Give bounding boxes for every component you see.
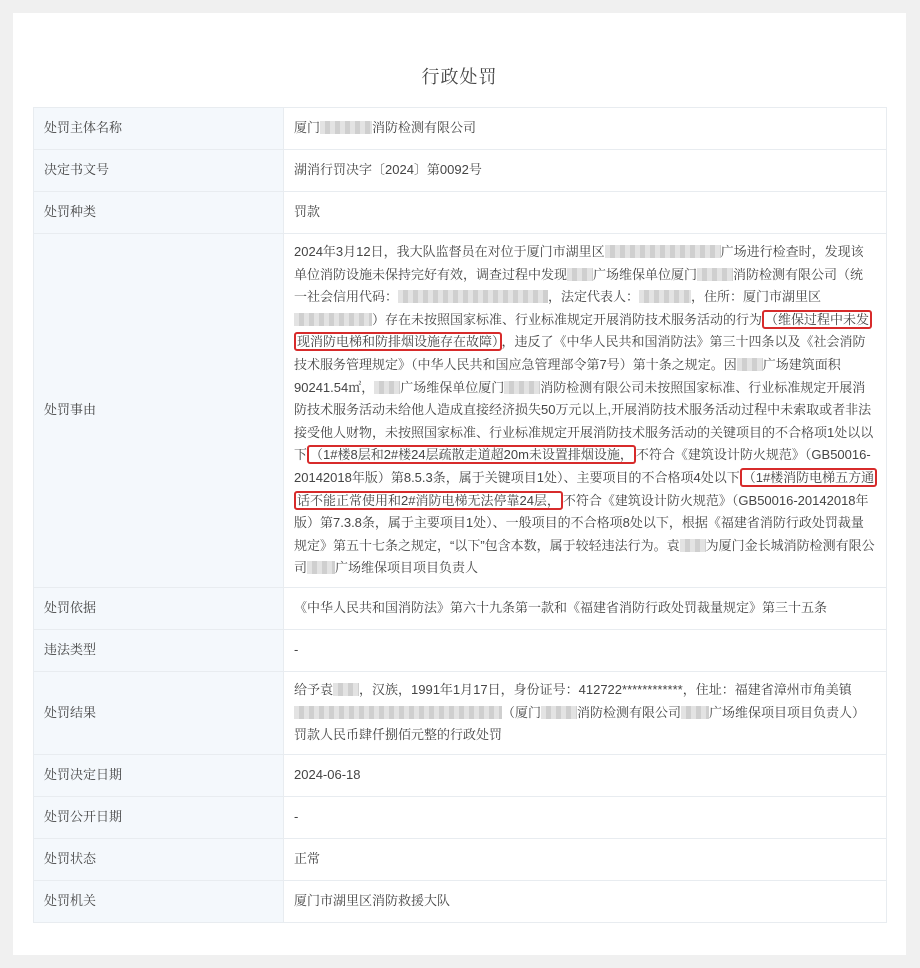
row-value-doc-number: 湖消行罚决字〔2024〕第0092号 — [284, 150, 887, 192]
redaction-mask — [333, 683, 359, 696]
row-value-decision-date: 2024-06-18 — [284, 754, 887, 796]
table-row — [34, 796, 887, 838]
redaction-mask — [504, 381, 540, 394]
row-value-result: 给予袁 ，汉族，1991年1月17日，身份证号：412722************，住址：福建省漳州市角美镇（厦门 消防检测有限公司 广场维保项目项目负责人）罚款人民币肆仟捌佰元整的行政处罚 — [284, 671, 887, 754]
redaction-mask — [681, 706, 709, 719]
row-value-entity: 厦门 消防检测有限公司 — [284, 108, 887, 150]
row-value-basis: 《中华人民共和国消防法》第六十九条第一款和《福建省消防行政处罚裁量规定》第三十五条 — [284, 587, 887, 629]
page-title: 行政处罚 — [421, 67, 498, 87]
table-row — [34, 150, 887, 192]
redaction-mask — [320, 121, 372, 134]
penalty-details-table — [33, 107, 887, 923]
redaction-mask — [639, 290, 691, 303]
row-value-status: 正常 — [284, 838, 887, 880]
row-label: 处罚事由 — [34, 234, 284, 588]
redaction-mask — [737, 358, 763, 371]
table-row — [34, 671, 887, 754]
redaction-mask — [541, 706, 577, 719]
row-value-violation-type: - — [284, 629, 887, 671]
redaction-mask — [567, 268, 593, 281]
row-label: 处罚机关 — [34, 880, 284, 922]
row-label: 处罚状态 — [34, 838, 284, 880]
row-value-authority: 厦门市湖里区消防救援大队 — [284, 880, 887, 922]
table-row — [34, 880, 887, 922]
table-row — [34, 754, 887, 796]
highlight-box: （1#楼8层和2#楼24层疏散走道超20m未设置排烟设施， — [307, 445, 636, 464]
table-row — [34, 587, 887, 629]
redaction-mask — [294, 313, 372, 326]
row-label: 决定书文号 — [34, 150, 284, 192]
row-label: 处罚依据 — [34, 587, 284, 629]
row-label: 处罚公开日期 — [34, 796, 284, 838]
redaction-mask — [374, 381, 400, 394]
table-row — [34, 838, 887, 880]
table-row — [34, 234, 887, 588]
row-label: 处罚种类 — [34, 192, 284, 234]
redaction-mask — [398, 290, 548, 303]
redaction-mask — [680, 539, 706, 552]
highlight-box: （维保过程中未发现消防电梯和防排烟设施存在故障） — [294, 310, 872, 352]
table-row — [34, 629, 887, 671]
redaction-mask — [605, 245, 721, 258]
redaction-mask — [307, 561, 335, 574]
penalty-card — [13, 13, 906, 955]
table-row — [34, 192, 887, 234]
row-value-penalty-type: 罚款 — [284, 192, 887, 234]
row-value-publish-date: - — [284, 796, 887, 838]
row-label: 违法类型 — [34, 629, 284, 671]
row-label: 处罚结果 — [34, 671, 284, 754]
redaction-mask — [294, 706, 502, 719]
row-label: 处罚主体名称 — [34, 108, 284, 150]
highlight-box: （1#楼消防电梯五方通话不能正常使用和2#消防电梯无法停靠24层， — [294, 468, 877, 510]
row-value-reason: 2024年3月12日，我大队监督员在对位于厦门市湖里区 广场进行检查时，发现该单位消防设施未保持完好有效，调查过程中发现 广场维保单位厦门 消防检测有限公司（统一社会信用代码： ，法定代表人： ，住所：厦门市湖里区）存在未按照国家标准、行业标准规定开展消防技术服务活动的行为 （维保过程中未发现消防电梯和防排烟设施存在故障） ，违反了《中华人民共和国消防法》第三十四条以及《社会消防技术服务管理规定》（中华人民共和国应急管理部令第7号）第十条之规定。因 广场建筑面积90241.54㎡， 广场维保单位厦门 消防检测有限公司未按照国家标准、行业标准规定开展消防技术服务活动未给他人造成直接经济损失50万元以上,开展消防技术服务活动过程中未索取或者非法接受他人财物，未按照国家标准、行业标准规定开展消防技术服务活动的关键项目的不合格项1处以以下 （1#楼8层和2#楼24层疏散走道超20m未设置排烟设施， 不符合《建筑设计防火规范》（GB50016-20142018年版）第8.5.3条，属于关键项目1处）、主要项目的不合格项4处以下 （1#楼消防电梯五方通话不能正常使用和2#消防电梯无法停靠24层， 不符合《建筑设计防火规范》（GB50016-20142018年版）第7.3.8条，属于主要项目1处）、一般项目的不合格项8处以下，根据《福建省消防行政处罚裁量规定》第五十七条之规定，“以下”包含本数，属于较轻违法行为。袁 为厦门金长城消防检测有限公司 广场维保项目项目负责人 — [284, 234, 887, 588]
row-label: 处罚决定日期 — [34, 754, 284, 796]
redaction-mask — [697, 268, 733, 281]
table-row — [34, 108, 887, 150]
